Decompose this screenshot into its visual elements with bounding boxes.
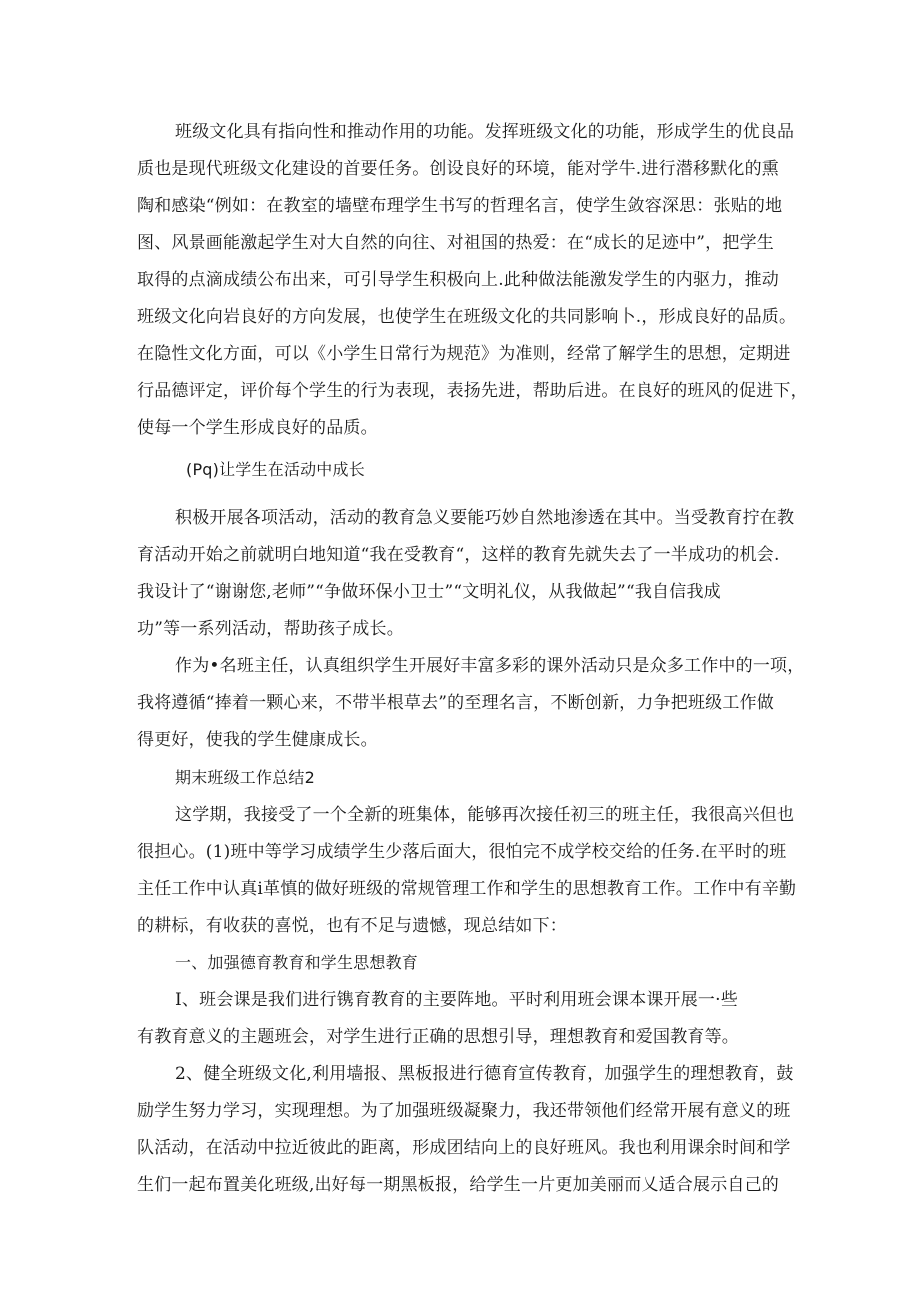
- text-line: 质也是现代班级文化建设的首要任务。创设良好的环境，能对学牛.进行潜移默化的熏: [137, 159, 780, 179]
- text-line: 积极开展各项活动，活动的教育急义要能巧妙自然地渗透在其中。当受教育拧在教: [175, 508, 795, 528]
- text-line: 育活动开始之前就明白地知道“我在受教育“，这样的教育先就失去了一半成功的机会.: [137, 545, 780, 565]
- text-line: 班级文化具有指向性和推动作用的功能。发挥班级文化的功能，形成学生的优良品: [175, 122, 795, 142]
- section-heading: 一、加强德育教育和学生思想教育: [175, 953, 419, 972]
- text-line: 这学期，我接受了一个全新的班集体，能够再次接任初三的班主任，我很高兴但也: [175, 805, 795, 825]
- text-line: 我设计了“谢谢您,老师”“争做环保小卫士”“文明礼仪，从我做起”“我自信我成: [137, 582, 721, 602]
- text-line: 使每一个学生形成良好的品质。: [137, 418, 378, 438]
- text-line: 2、健全班级文化,利用墙报、黑板报进行德育宣传教育，加强学生的理想教育，鼓: [175, 1064, 794, 1084]
- text-line: 取得的点滴成绩公布出来，可引导学生积极向上.此种做法能激发学生的内驱力，推动: [137, 270, 780, 290]
- text-line: 有教育意义的主题班会，对学生进行正确的思想引导，理想教育和爱国教育等。: [137, 1027, 739, 1047]
- text-line: 功”等一系列活动，帮助孩子成长。: [137, 619, 404, 639]
- text-line: 队活动，在活动中拉近彼此的距离，形成团结向上的良好班风。我也利用课余时间和学: [137, 1138, 791, 1158]
- text-line: 作为•名班主任，认真组织学生开展好丰富多彩的课外活动只是众多工作中的一项，: [175, 656, 805, 676]
- text-line: 的耕标，有收获的喜悦，也有不足与遗憾，现总结如下：: [137, 916, 567, 936]
- text-line: 在隐性文化方面，可以《小学生日常行为规范》为准则，经常了解学生的思想，定期进: [137, 344, 791, 364]
- section-heading: (Pq)让学生在活动中成长: [186, 460, 365, 479]
- text-line: 陶和感染“例如：在教室的墙壁布理学生书写的哲理名言，使学生敛容深思：张贴的地: [137, 196, 783, 216]
- text-line: 我将遵循“捧着一颗心来，不带半根草去”的至理名言，不断创新，力争把班级工作做: [137, 693, 774, 713]
- text-line: 生们一起布置美化班级,出好每一期黑板报，给学生一片更加美丽而乂适合展示自己的: [137, 1175, 780, 1195]
- text-line: 班级文化向岩良好的方向发展，也使学生在班级文化的共同影响卜.，形成良好的品质。: [137, 307, 797, 327]
- text-line: 行品德评定，评价每个学生的行为表现，表扬先进，帮助后进。在良好的班风的促进下，: [137, 381, 808, 401]
- text-line: 主任工作中认真i革慎的做好班级的常规管理工作和学生的思想教育工作。工作中有辛勤: [137, 879, 797, 899]
- text-line: I、班会课是我们进行镌育教育的主要阵地。平时利用班会课本课开展一·些: [175, 990, 738, 1010]
- text-line: 得更好，使我的学生健康成长。: [137, 730, 378, 750]
- text-line: 图、风景画能激起学生对大自然的向往、对祖国的热爱：在“成长的足迹中”，把学生: [137, 233, 774, 253]
- text-line: 励学生努力学习，实现理想。为了加强班级凝聚力，我还带领他们经常开展有意义的班: [137, 1101, 791, 1121]
- text-line: 很担心。(1)班中等学习成绩学生少落后面大，很怕完不成学校交给的任务.在平时的班: [137, 842, 787, 862]
- section-heading: 期末班级工作总结2: [175, 768, 315, 787]
